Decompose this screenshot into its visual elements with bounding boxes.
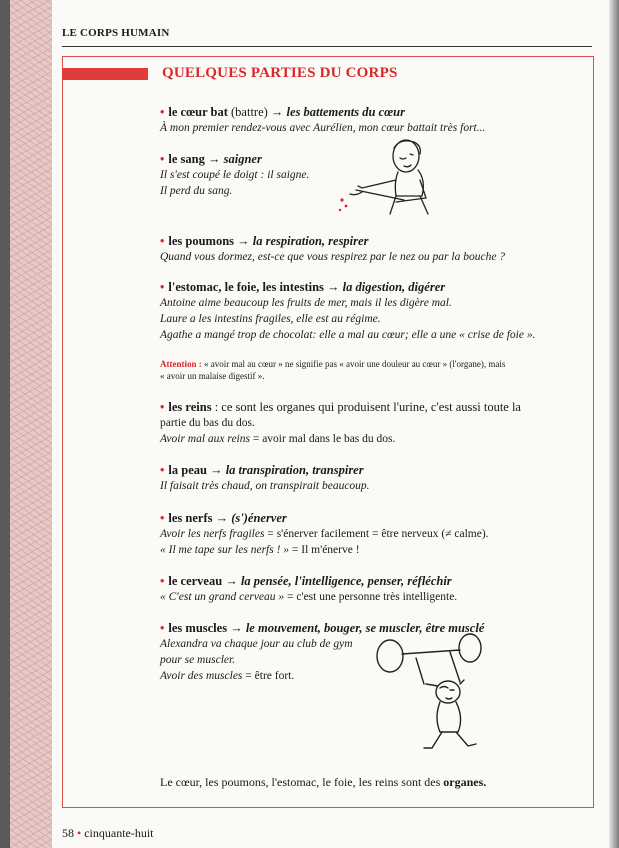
derived-words: le mouvement, bouger, se muscler, être musclé <box>245 621 485 635</box>
term-arrow: → <box>206 463 226 477</box>
example: Agathe a mangé trop de chocolat: elle a mal au cœur; elle a une « crise de foie ». <box>160 329 536 341</box>
bullet-icon: • <box>160 511 165 525</box>
term: les poumons <box>168 234 235 248</box>
derived-words: la transpiration, transpirer <box>225 463 364 477</box>
item-cerveau <box>160 573 590 605</box>
expression: « C'est un grand cerveau » <box>160 591 285 603</box>
term: les muscles <box>168 621 228 635</box>
weightlifter-illustration <box>376 630 496 760</box>
item-coeur <box>160 104 590 136</box>
title-accent-bar <box>62 68 148 80</box>
derived-words: la digestion, digérer <box>342 280 446 294</box>
term-arrow: → <box>323 280 343 294</box>
term: les nerfs <box>168 511 213 525</box>
term: les reins <box>168 400 212 414</box>
term: la peau <box>168 463 207 477</box>
item-reins <box>160 399 590 447</box>
bullet-icon: • <box>160 463 165 477</box>
bullet-icon: • <box>77 826 82 840</box>
term-arrow: → <box>212 511 232 525</box>
bullet-icon: • <box>160 280 165 294</box>
expression: Avoir des muscles <box>160 670 243 682</box>
example: pour se muscler. <box>160 654 236 666</box>
chapter-header: LE CORPS HUMAIN <box>62 27 170 39</box>
expression: « Il me tape sur les nerfs ! » <box>160 544 290 556</box>
expression-meaning: = avoir mal dans le bas du dos. <box>249 433 396 445</box>
example: Il perd du sang. <box>160 185 233 197</box>
attention-label: Attention : <box>160 359 202 369</box>
definition: : ce sont les organes qui produisent l'urine, c'est aussi toute la <box>211 400 521 414</box>
bullet-icon: • <box>160 105 165 119</box>
term: le cerveau <box>168 574 223 588</box>
bullet-icon: • <box>160 574 165 588</box>
section-title: QUELQUES PARTIES DU CORPS <box>162 65 398 81</box>
expression-meaning: = être fort. <box>242 670 295 682</box>
attention-note <box>160 358 580 382</box>
term-arrow: → <box>222 574 241 588</box>
bullet-icon: • <box>160 621 165 635</box>
summary-keyword: organes. <box>443 775 487 789</box>
example: À mon premier rendez-vous avec Aurélien, mon cœur battait très fort... <box>160 122 486 134</box>
bullet-icon: • <box>160 400 165 414</box>
page-number: 58 <box>62 826 74 840</box>
page-number-words: cinquante-huit <box>84 826 154 840</box>
example: Il faisait très chaud, on transpirait beaucoup. <box>160 480 370 492</box>
derived-words: saigner <box>223 152 262 166</box>
bullet-icon: • <box>160 234 165 248</box>
attention-text: « avoir mal au cœur » ne signifie pas « avoir une douleur au cœur » (l'organe), mais <box>201 359 506 369</box>
expression-meaning: = s'énerver facilement = être nerveux (≠ calme). <box>264 528 489 540</box>
term: le sang <box>168 152 205 166</box>
example: Alexandra va chaque jour au club de gym <box>160 638 353 650</box>
item-digestion <box>160 279 590 343</box>
bullet-icon: • <box>160 152 165 166</box>
derived-words: les battements du cœur <box>286 105 405 119</box>
derived-words: la respiration, respirer <box>252 234 369 248</box>
man-cutting-finger-illustration <box>336 136 446 222</box>
item-nerfs <box>160 510 590 558</box>
term-arrow: → <box>234 234 253 248</box>
expression: Avoir les nerfs fragiles <box>160 528 265 540</box>
header-rule <box>62 46 592 47</box>
summary-text: Le cœur, les poumons, l'estomac, le foie, les reins sont des <box>160 775 444 789</box>
attention-text-continued: « avoir un malaise digestif ». <box>160 371 265 381</box>
derived-words: (s')énerver <box>231 511 287 525</box>
example: Antoine aime beaucoup les fruits de mer, mais il les digère mal. <box>160 297 452 309</box>
definition-continued: partie du bas du dos. <box>160 417 255 429</box>
example: Il s'est coupé le doigt : il saigne. <box>160 169 310 181</box>
derived-words: la pensée, l'intelligence, penser, réfléchir <box>240 574 452 588</box>
expression-meaning: = c'est une personne très intelligente. <box>284 591 458 603</box>
page-footer <box>62 826 154 841</box>
term-arrow: (battre) → <box>227 105 287 119</box>
item-peau <box>160 462 590 494</box>
expression-meaning: = Il m'énerve ! <box>289 544 360 556</box>
item-poumons <box>160 233 590 265</box>
term-arrow: → <box>204 152 224 166</box>
scan-edge-right <box>609 0 619 848</box>
term: l'estomac, le foie, les intestins <box>168 280 324 294</box>
term-arrow: → <box>227 621 246 635</box>
example: Quand vous dormez, est-ce que vous respirez par le nez ou par la bouche ? <box>160 251 506 263</box>
expression: Avoir mal aux reins <box>160 433 250 445</box>
decorative-side-band <box>10 0 52 848</box>
term: le cœur bat <box>168 105 228 119</box>
example: Laure a les intestins fragiles, elle est au régime. <box>160 313 381 325</box>
item-muscles <box>160 620 590 684</box>
scan-edge-left <box>0 0 10 848</box>
summary-line <box>160 775 486 790</box>
